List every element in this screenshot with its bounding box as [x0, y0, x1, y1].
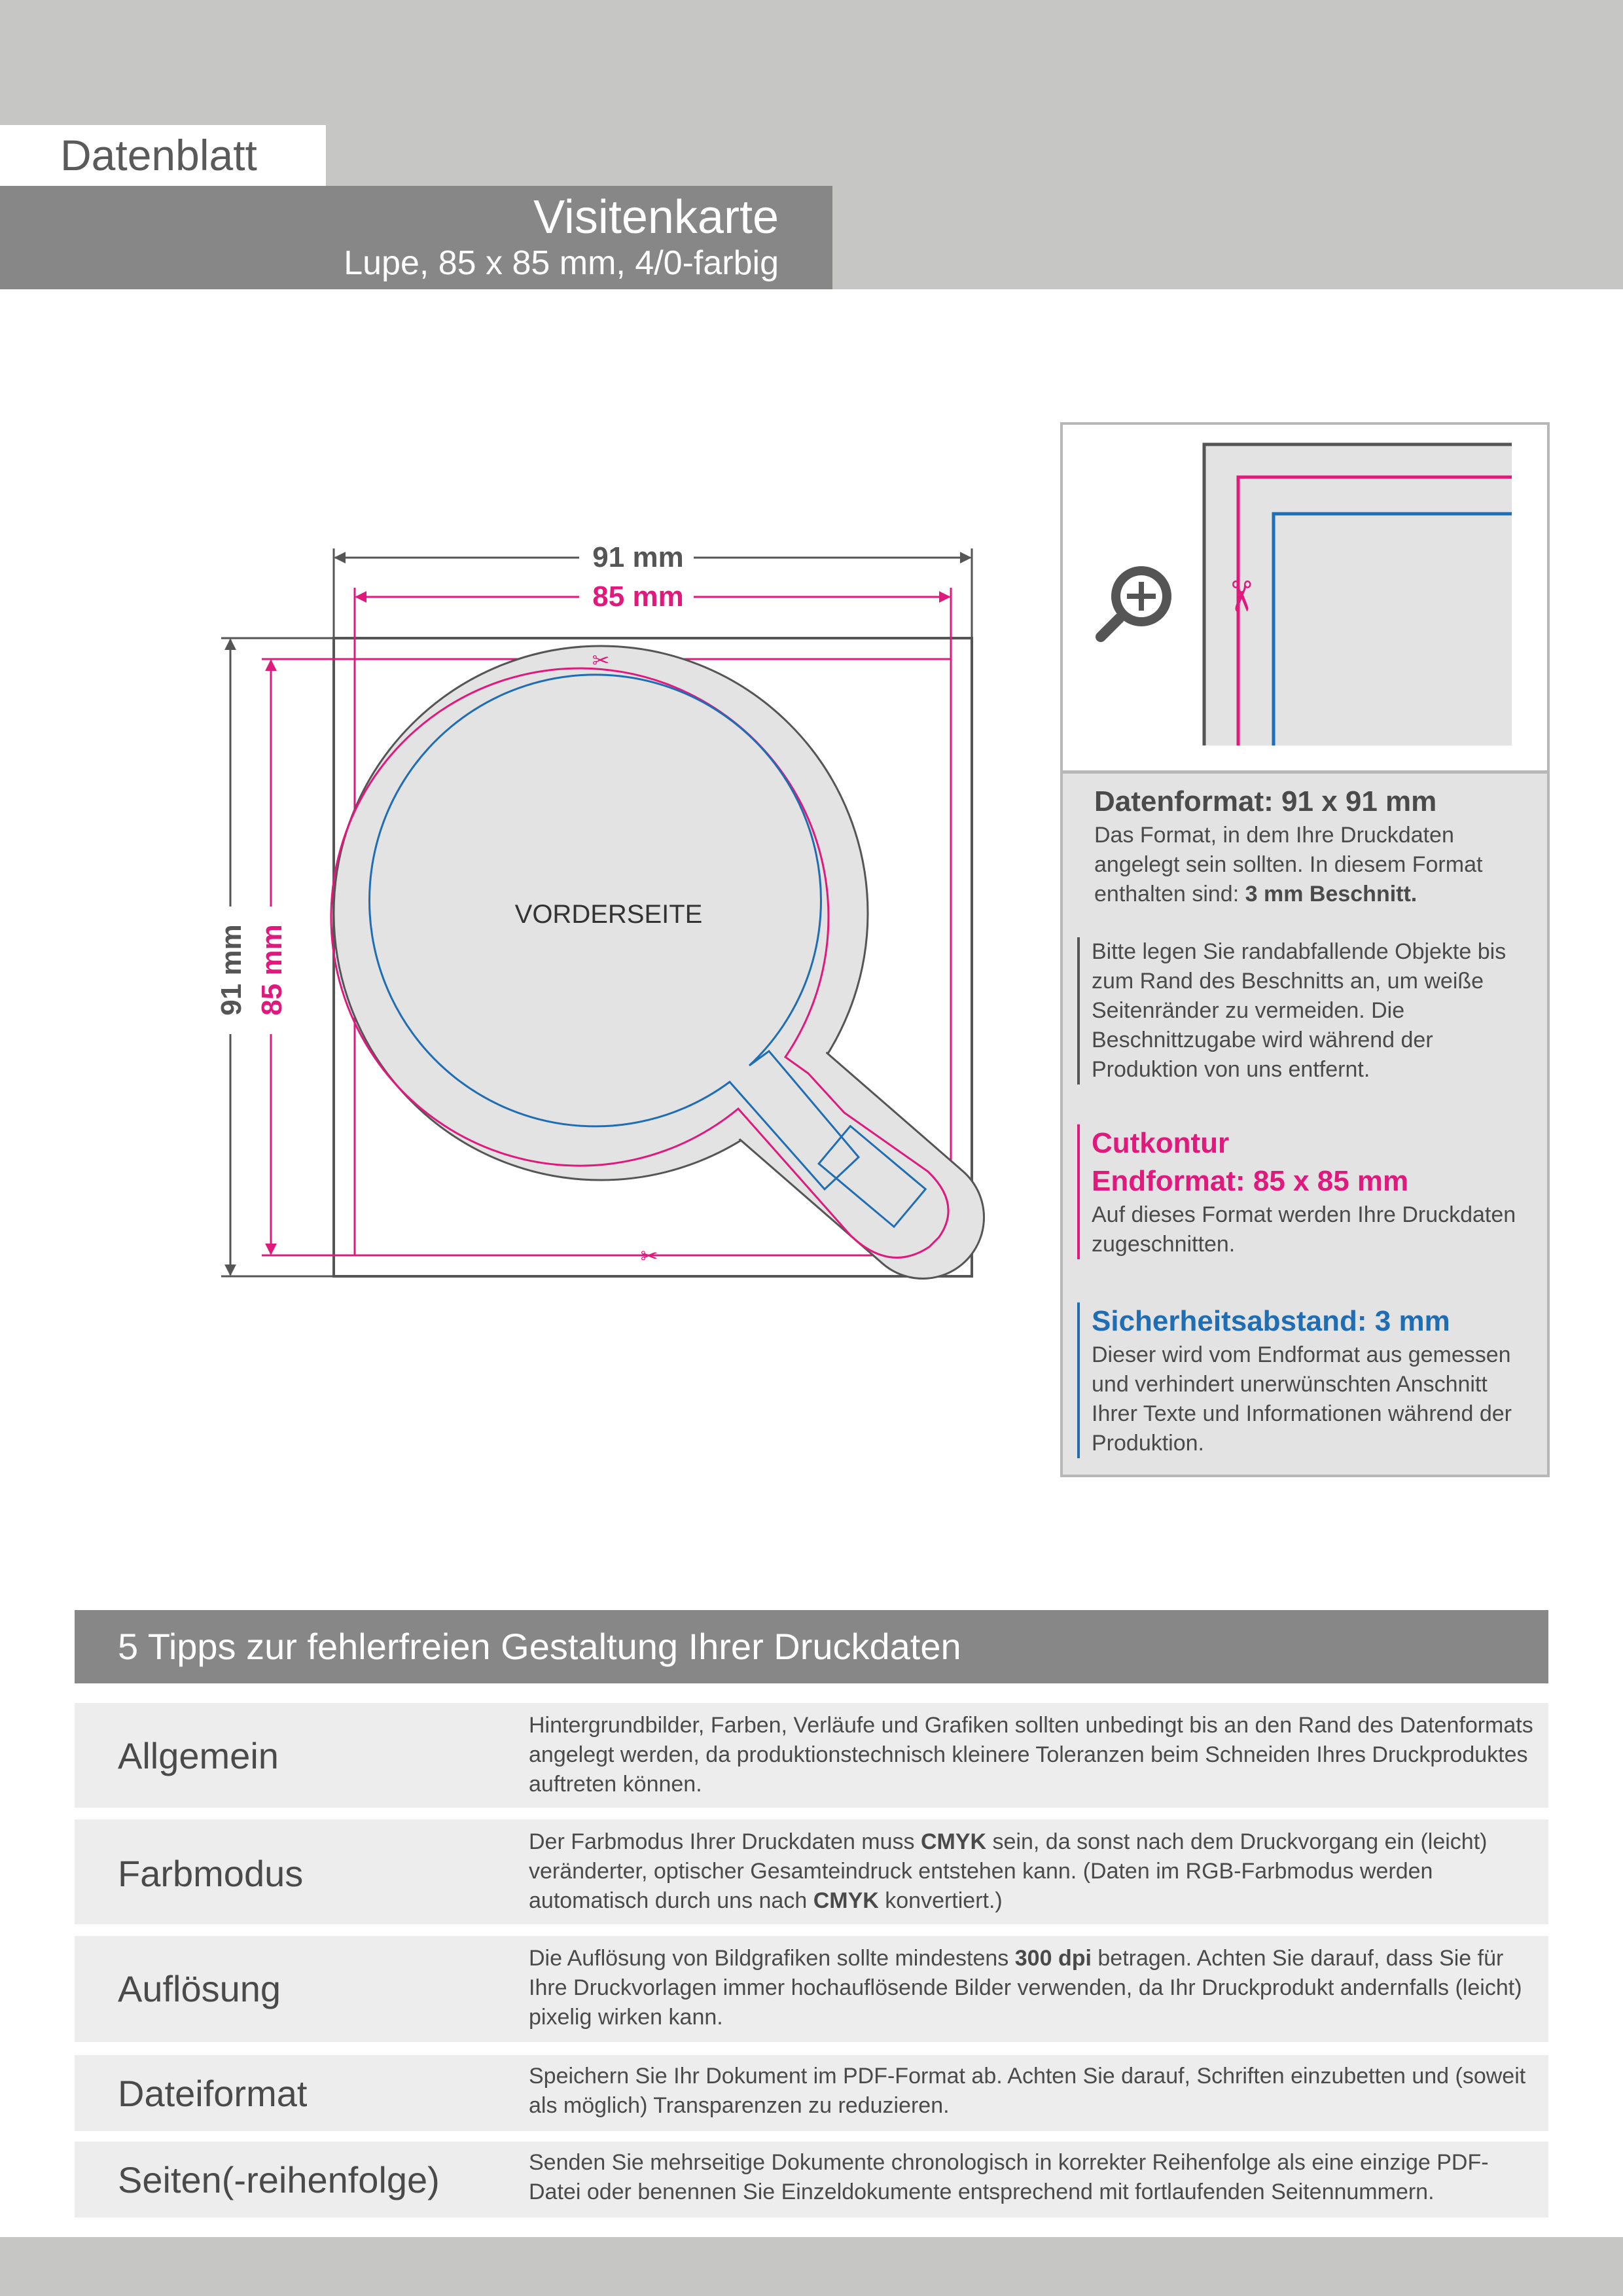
tip-text: Speichern Sie Ihr Dokument im PDF-Format ab. Achten Sie darauf, Schriften einzubetten und (soweit als möglich) Transparenzen zu reduzieren. [529, 2064, 1526, 2118]
tip-text-part: Der Farbmodus Ihrer Druckdaten muss [529, 1829, 921, 1854]
outer-width-label: 91 mm [592, 541, 684, 573]
format-info-box [1060, 422, 1550, 1477]
cut-text: Auf dieses Format werden Ihre Druckdaten zugeschnitten. [1092, 1202, 1516, 1257]
tip-row-allgemein [75, 1703, 1548, 1808]
tip-text [529, 1827, 1537, 1916]
inner-height-label: 85 mm [256, 924, 288, 1016]
outer-height-label: 91 mm [215, 924, 247, 1016]
tip-label: Farbmodus [118, 1853, 304, 1894]
data-format-text: Das Format, in dem Ihre Druckdaten angelegt sein sollten. In diesem Format enthalten sind: [1094, 823, 1483, 906]
tip-text: Hintergrundbilder, Farben, Verläufe und Grafiken sollten unbedingt bis an den Rand des Datenformats angelegt werden, da produktionstechnisch kleinere Toleranzen beim Schneiden Ihres Druckproduktes auftreten können. [529, 1713, 1533, 1797]
tip-text-bold: CMYK [813, 1888, 879, 1913]
safety-text: Dieser wird vom Endformat aus gemessen und verhindert unerwünschten Anschnitt Ihrer Texte und Informationen während der Produktion. [1092, 1342, 1512, 1456]
tip-text-part: sein, da sonst nach dem Druckvorgang ein (leicht) veränderter, optischer Gesamteindruck entstehen kann. (Daten im RGB-Farbmodus werden automatisch durch uns nach [529, 1829, 1488, 1913]
data-format-bold: 3 mm Beschnitt. [1245, 882, 1418, 906]
tip-text-bold: 300 dpi [1014, 1946, 1092, 1971]
tip-row-farbmodus [75, 1820, 1548, 1924]
scissors-icon: ✂ [640, 1244, 658, 1268]
tip-text-part: Die Auflösung von Bildgrafiken sollte mindestens [529, 1946, 1015, 1971]
tip-text-part: betragen. Achten Sie darauf, dass Sie für Ihre Druckvorlagen immer hochauflösende Bilder verwenden, da Ihr Druckprodukt andernfalls (leicht) pixelig wirken kann. [529, 1946, 1522, 2030]
tip-text-bold: CMYK [920, 1829, 987, 1854]
scissors-icon: ✂ [1216, 579, 1264, 614]
bleed-text: Bitte legen Sie randabfallende Objekte bis zum Rand des Beschnitts an, um weiße Seitenränder zu vermeiden. Die Beschnittzugabe wird während der Produktion von uns entfernt. [1092, 939, 1507, 1082]
tip-label: Allgemein [118, 1735, 279, 1776]
tip-text: Senden Sie mehrseitige Dokumente chronologisch in korrekter Reihenfolge als eine einzige PDF-Datei oder benennen Sie Einzeldokumente entsprechend mit fortlaufenden Seitennummern. [529, 2150, 1489, 2204]
format-info-text [1063, 770, 1547, 1475]
tip-label: Auflösung [118, 1968, 281, 2009]
data-format-title: Datenformat: 91 x 91 mm [1094, 785, 1437, 817]
magnifier-shape [334, 646, 923, 1217]
cut-title: Cutkontur [1092, 1127, 1230, 1159]
zoom-detail-drawing [1063, 425, 1547, 770]
bleed-section [1077, 937, 1535, 1085]
tip-text-part: konvertiert.) [878, 1888, 1003, 1913]
safety-title: Sicherheitsabstand: 3 mm [1092, 1305, 1450, 1337]
end-format-title: Endformat: 85 x 85 mm [1092, 1165, 1409, 1197]
scissors-icon: ✂ [592, 648, 610, 673]
tip-row-seitenreihenfolge [75, 2142, 1548, 2217]
front-side-label: VORDERSEITE [514, 900, 703, 929]
tips-header: 5 Tipps zur fehlerfreien Gestaltung Ihrer Druckdaten [75, 1610, 1548, 1683]
document-type-label: Datenblatt [0, 125, 326, 186]
data-format-section [1094, 783, 1539, 909]
footer-band [0, 2237, 1623, 2296]
tip-label: Seiten(-reihenfolge) [118, 2159, 440, 2200]
tip-row-dateiformat [75, 2055, 1548, 2131]
tip-label: Dateiformat [118, 2073, 308, 2114]
tip-row-aufloesung [75, 1936, 1548, 2042]
tip-text [529, 1944, 1537, 2032]
product-title: Visitenkarte [533, 191, 779, 243]
cut-section [1077, 1124, 1535, 1259]
product-subtitle: Lupe, 85 x 85 mm, 4/0-farbig [344, 244, 779, 282]
zoom-detail [1063, 425, 1547, 770]
inner-width-label: 85 mm [592, 581, 684, 613]
safety-section [1077, 1302, 1535, 1458]
zoom-in-icon [1101, 566, 1171, 637]
